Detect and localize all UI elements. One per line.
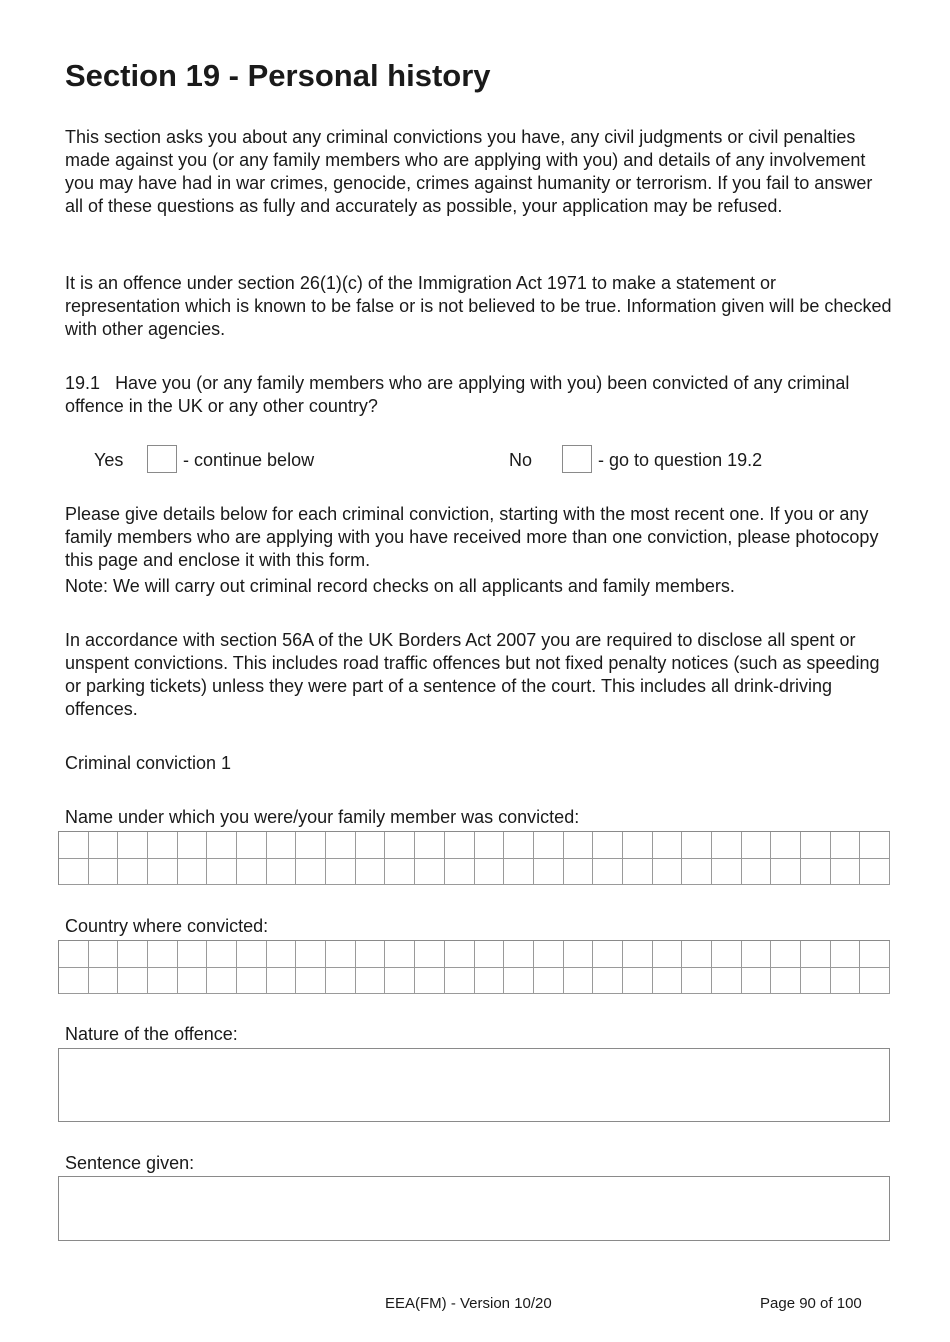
- character-cell[interactable]: [59, 968, 89, 995]
- character-cell[interactable]: [801, 968, 831, 995]
- character-cell[interactable]: [267, 832, 297, 859]
- character-cell[interactable]: [296, 968, 326, 995]
- character-cell[interactable]: [623, 968, 653, 995]
- character-cell[interactable]: [831, 859, 861, 886]
- character-cell[interactable]: [504, 832, 534, 859]
- conviction-heading: Criminal conviction 1: [65, 753, 232, 773]
- character-cell[interactable]: [742, 968, 772, 995]
- character-cell[interactable]: [475, 859, 505, 886]
- character-cell[interactable]: [356, 832, 386, 859]
- character-cell[interactable]: [237, 941, 267, 968]
- character-cell[interactable]: [653, 859, 683, 886]
- character-cell[interactable]: [860, 859, 890, 886]
- character-cell[interactable]: [385, 859, 415, 886]
- character-cell[interactable]: [415, 968, 445, 995]
- character-cell[interactable]: [207, 832, 237, 859]
- character-cell[interactable]: [623, 941, 653, 968]
- character-cell[interactable]: [653, 941, 683, 968]
- yes-label: Yes: [94, 450, 124, 470]
- character-cell[interactable]: [564, 968, 594, 995]
- character-cell[interactable]: [712, 941, 742, 968]
- character-cell[interactable]: [296, 859, 326, 886]
- character-cell[interactable]: [534, 968, 564, 995]
- character-cell[interactable]: [59, 941, 89, 968]
- offence-label: Nature of the offence:: [65, 1024, 238, 1044]
- character-cell[interactable]: [148, 941, 178, 968]
- character-cell[interactable]: [296, 832, 326, 859]
- character-cell[interactable]: [712, 832, 742, 859]
- character-cell[interactable]: [148, 832, 178, 859]
- character-cell[interactable]: [237, 968, 267, 995]
- no-instruction: - go to question 19.2: [598, 450, 763, 470]
- character-cell[interactable]: [653, 832, 683, 859]
- character-cell[interactable]: [445, 832, 475, 859]
- character-cell[interactable]: [771, 859, 801, 886]
- character-cell[interactable]: [415, 859, 445, 886]
- character-cell[interactable]: [385, 941, 415, 968]
- character-cell[interactable]: [475, 968, 505, 995]
- sentence-label: Sentence given:: [65, 1153, 195, 1173]
- character-cell[interactable]: [445, 859, 475, 886]
- character-cell[interactable]: [534, 859, 564, 886]
- character-cell[interactable]: [118, 941, 148, 968]
- character-cell[interactable]: [89, 859, 119, 886]
- character-cell[interactable]: [326, 859, 356, 886]
- character-cell[interactable]: [682, 859, 712, 886]
- no-label: No: [509, 450, 533, 470]
- character-cell[interactable]: [534, 941, 564, 968]
- character-cell[interactable]: [207, 859, 237, 886]
- character-cell[interactable]: [148, 859, 178, 886]
- character-cell[interactable]: [118, 859, 148, 886]
- character-cell[interactable]: [504, 968, 534, 995]
- character-cell[interactable]: [89, 968, 119, 995]
- character-cell[interactable]: [59, 859, 89, 886]
- character-cell[interactable]: [860, 832, 890, 859]
- character-cell[interactable]: [178, 859, 208, 886]
- character-cell[interactable]: [771, 832, 801, 859]
- character-cell[interactable]: [118, 832, 148, 859]
- character-cell[interactable]: [534, 832, 564, 859]
- character-cell[interactable]: [682, 968, 712, 995]
- character-cell[interactable]: [326, 941, 356, 968]
- character-cell[interactable]: [356, 941, 386, 968]
- question-19-1: [65, 372, 895, 418]
- yes-instruction: - continue below: [183, 450, 315, 470]
- character-cell[interactable]: [653, 968, 683, 995]
- character-cell[interactable]: [771, 968, 801, 995]
- character-cell[interactable]: [148, 968, 178, 995]
- character-cell[interactable]: [564, 832, 594, 859]
- character-cell[interactable]: [564, 859, 594, 886]
- character-cell[interactable]: [178, 941, 208, 968]
- footer-page-number: Page 90 of 100: [760, 1295, 862, 1312]
- character-cell[interactable]: [326, 832, 356, 859]
- character-cell[interactable]: [267, 968, 297, 995]
- character-cell[interactable]: [178, 832, 208, 859]
- character-cell[interactable]: [504, 859, 534, 886]
- yes-checkbox[interactable]: [147, 445, 177, 473]
- character-cell[interactable]: [742, 859, 772, 886]
- character-cell[interactable]: [593, 968, 623, 995]
- character-cell[interactable]: [267, 859, 297, 886]
- character-cell[interactable]: [356, 968, 386, 995]
- character-cell[interactable]: [326, 968, 356, 995]
- character-cell[interactable]: [712, 859, 742, 886]
- offence-warning-paragraph: It is an offence under section 26(1)(c) of the Immigration Act 1971 to make a statement or representation which is known to be false or is not believed to be true. Information given will be checked with other agencies.: [65, 273, 892, 339]
- footer-version: EEA(FM) - Version 10/20: [385, 1295, 552, 1312]
- borders-act-paragraph: In accordance with section 56A of the UK Borders Act 2007 you are required to disclose all spent or unspent convictions. This includes road traffic offences but not fixed penalty notices (such as speeding or parking tickets) unless they were part of a sentence of the court. This includes all drink-driving offences.: [65, 630, 880, 719]
- character-cell[interactable]: [682, 832, 712, 859]
- character-cell[interactable]: [385, 832, 415, 859]
- country-label: Country where convicted:: [65, 916, 269, 936]
- question-19-1-answers: [0, 445, 950, 475]
- conviction-details-paragraph: Please give details below for each criminal conviction, starting with the most recent one. If you or any family members who are applying with you have received more than one conviction, please photocopy this page and enclose it with this form.: [65, 504, 879, 570]
- character-cell[interactable]: [267, 941, 297, 968]
- character-cell[interactable]: [831, 968, 861, 995]
- character-cell[interactable]: [801, 859, 831, 886]
- character-cell[interactable]: [682, 941, 712, 968]
- character-cell[interactable]: [207, 968, 237, 995]
- convicted-name-field[interactable]: [58, 831, 890, 885]
- convicted-name-label: Name under which you were/your family member was convicted:: [65, 807, 580, 827]
- character-cell[interactable]: [742, 832, 772, 859]
- character-cell[interactable]: [564, 941, 594, 968]
- character-cell[interactable]: [237, 832, 267, 859]
- character-cell[interactable]: [860, 941, 890, 968]
- character-cell[interactable]: [207, 941, 237, 968]
- character-cell[interactable]: [771, 941, 801, 968]
- character-cell[interactable]: [178, 968, 208, 995]
- character-cell[interactable]: [385, 968, 415, 995]
- intro-paragraph: This section asks you about any criminal convictions you have, any civil judgments or civil penalties made against you (or any family members who are applying with you) and details of any involvement you may have had in war crimes, genocide, crimes against humanity or terrorism. If you fail to answer all of these questions as fully and accurately as possible, your application may be refused.: [65, 127, 873, 216]
- record-check-note: Note: We will carry out criminal record checks on all applicants and family members.: [65, 576, 735, 596]
- character-cell[interactable]: [712, 968, 742, 995]
- character-cell[interactable]: [445, 941, 475, 968]
- country-field[interactable]: [58, 940, 890, 994]
- character-cell[interactable]: [831, 941, 861, 968]
- character-cell[interactable]: [89, 941, 119, 968]
- offence-field[interactable]: [58, 1048, 890, 1122]
- character-cell[interactable]: [742, 941, 772, 968]
- character-cell[interactable]: [118, 968, 148, 995]
- character-cell[interactable]: [59, 832, 89, 859]
- question-text: Have you (or any family members who are applying with you) been convicted of any criminal offence in the UK or any other country?: [65, 373, 850, 416]
- character-cell[interactable]: [415, 832, 445, 859]
- character-cell[interactable]: [801, 941, 831, 968]
- character-cell[interactable]: [475, 941, 505, 968]
- character-cell[interactable]: [237, 859, 267, 886]
- character-cell[interactable]: [831, 832, 861, 859]
- character-cell[interactable]: [593, 859, 623, 886]
- character-cell[interactable]: [801, 832, 831, 859]
- no-checkbox[interactable]: [562, 445, 592, 473]
- character-cell[interactable]: [623, 832, 653, 859]
- character-cell[interactable]: [593, 832, 623, 859]
- sentence-field[interactable]: [58, 1176, 890, 1241]
- question-number: 19.1: [65, 373, 101, 393]
- character-cell[interactable]: [89, 832, 119, 859]
- character-cell[interactable]: [475, 832, 505, 859]
- character-cell[interactable]: [415, 941, 445, 968]
- character-cell[interactable]: [504, 941, 534, 968]
- character-cell[interactable]: [356, 859, 386, 886]
- character-cell[interactable]: [296, 941, 326, 968]
- page-title: Section 19 - Personal history: [65, 58, 491, 93]
- character-cell[interactable]: [445, 968, 475, 995]
- character-cell[interactable]: [623, 859, 653, 886]
- character-cell[interactable]: [860, 968, 890, 995]
- character-cell[interactable]: [593, 941, 623, 968]
